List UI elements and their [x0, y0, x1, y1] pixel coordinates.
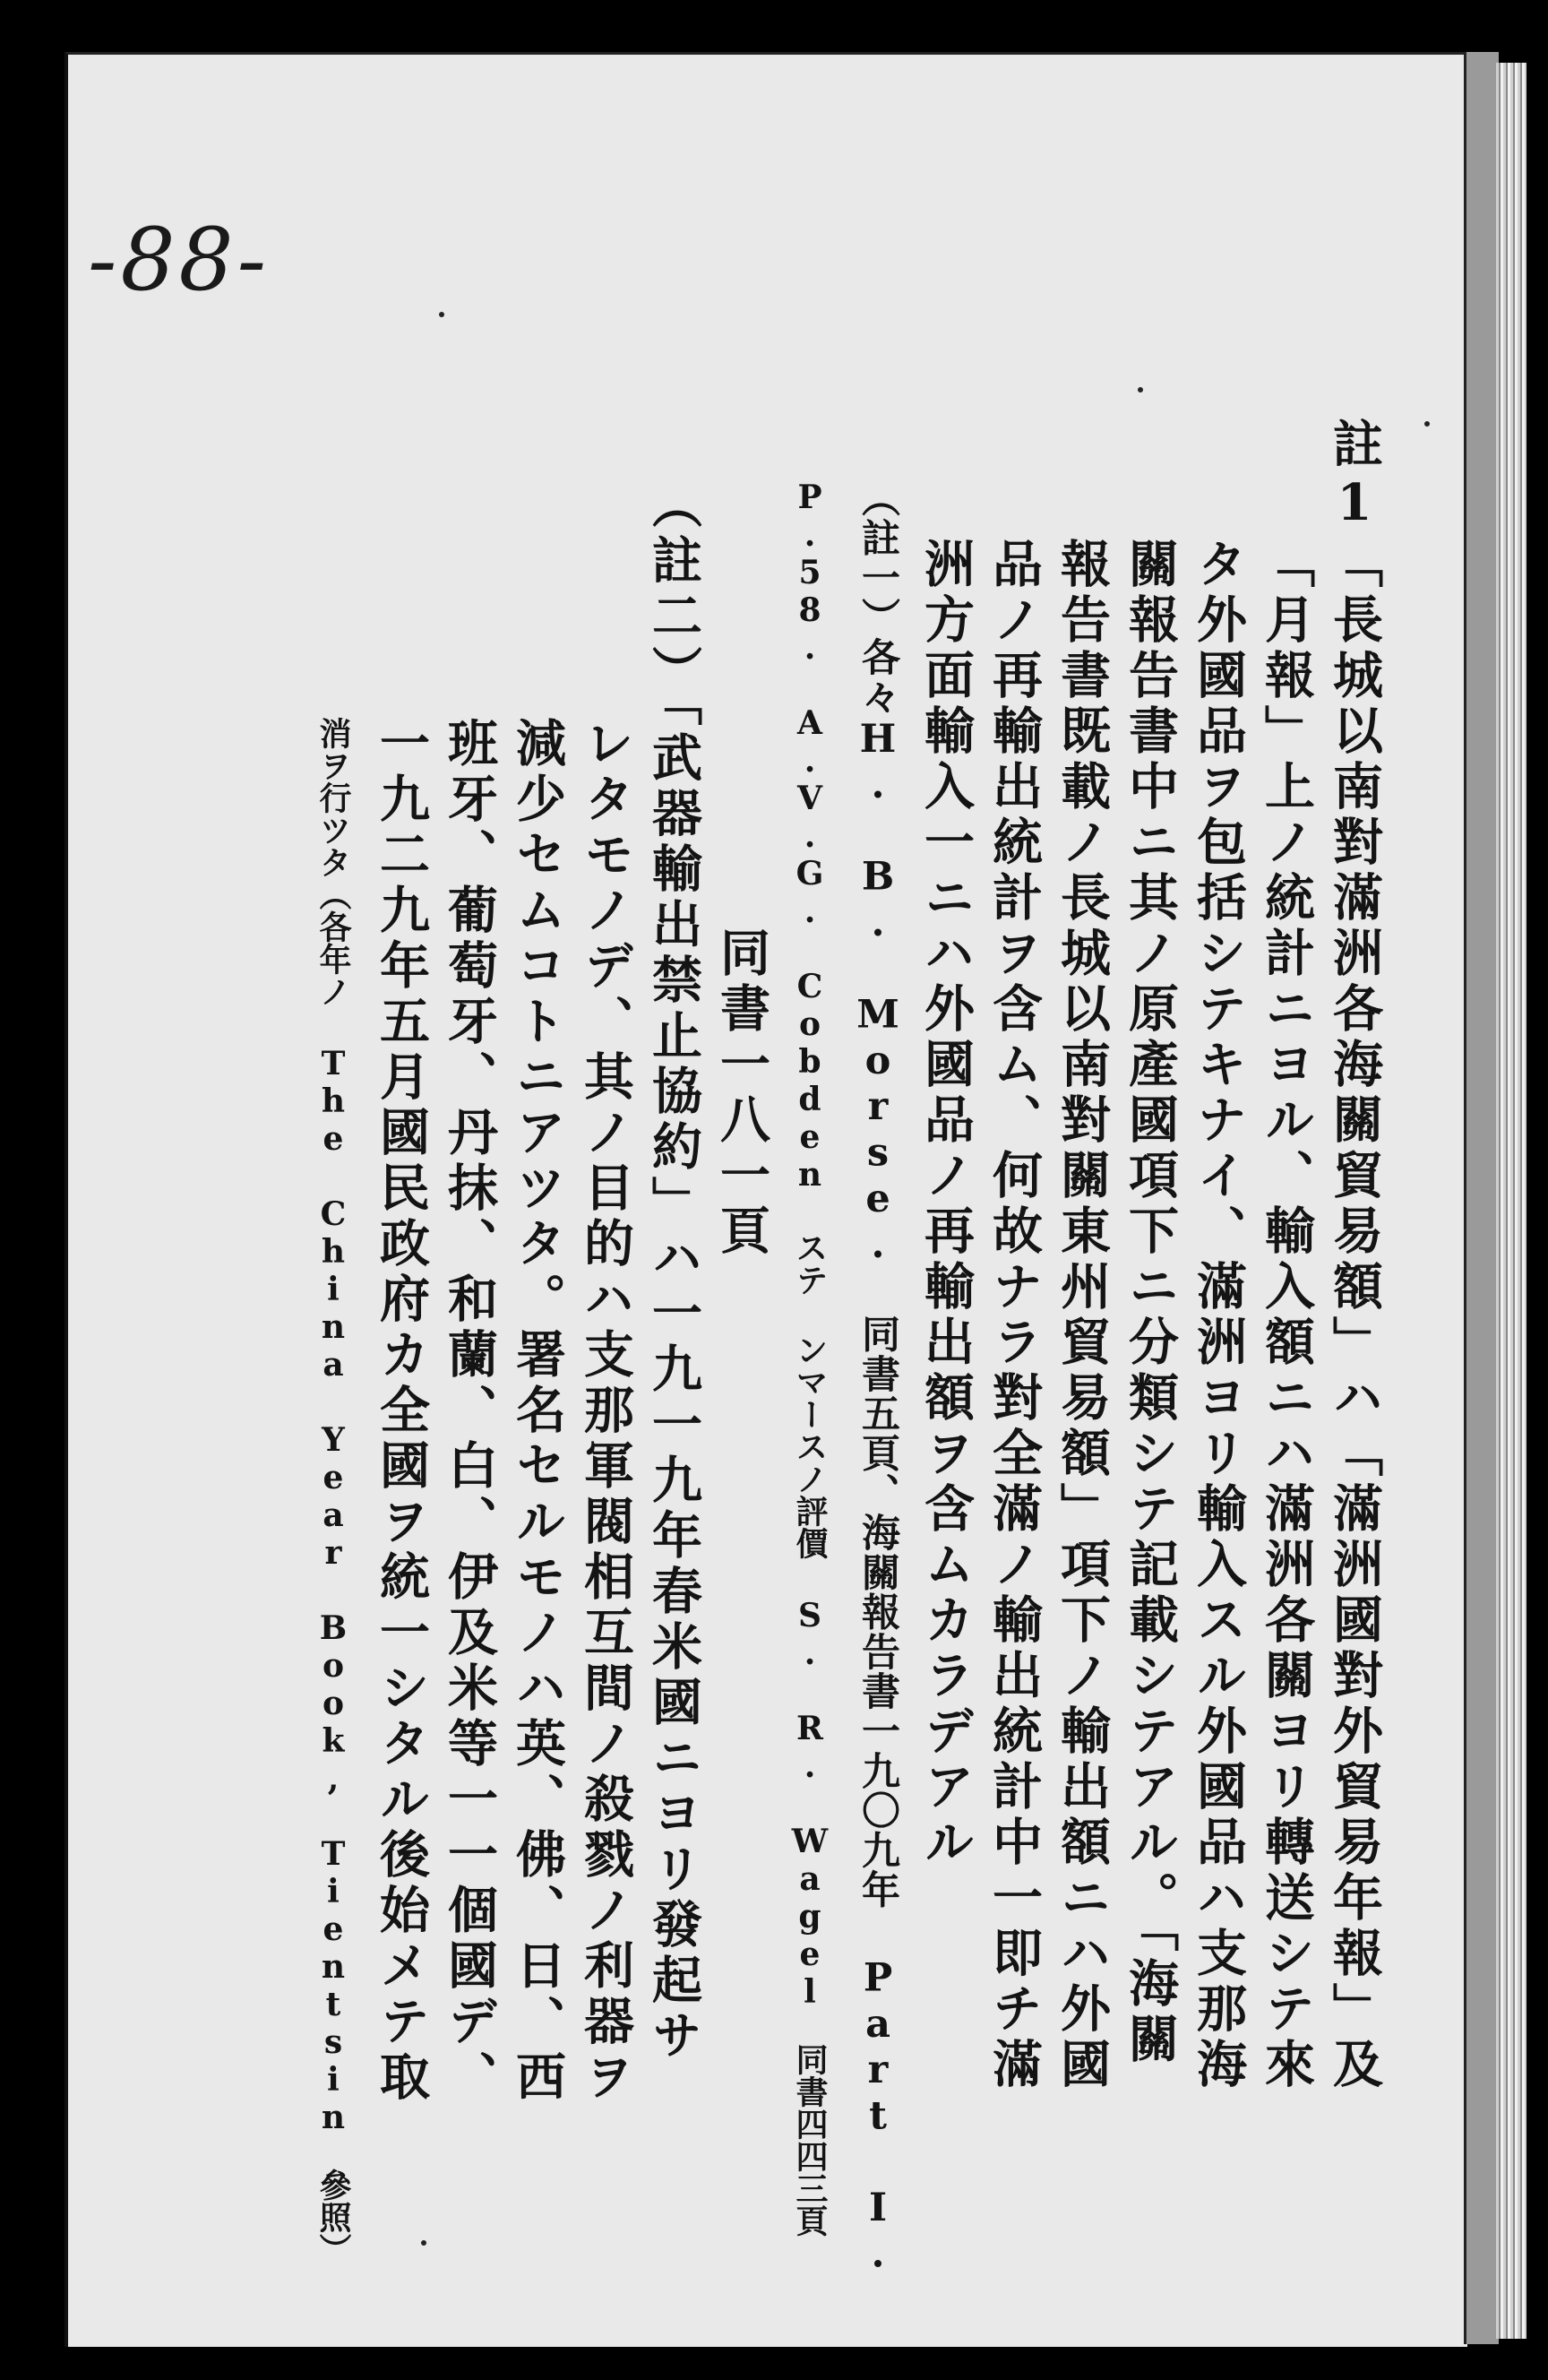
text-column: （註一）各々H. B. Morse. 同書五頁、海關報告書一九〇九年 Part I.	[856, 479, 900, 2278]
text-column: 註1「長城以南對滿洲各海關貿易額」ハ「滿洲國對外貿易年報」及	[1325, 418, 1384, 2093]
page-gutter	[1464, 52, 1499, 2344]
text-column: 品ノ再輸出統計ヲ含ム、何故ナラ對全滿ノ輸出統計中一即チ滿	[985, 538, 1044, 2093]
text-column: 減少セムコトニアツタ。署名セルモノハ英、佛、日、西	[508, 717, 567, 2106]
scan-speck	[421, 2240, 426, 2246]
text-column: （註二）「武器輸出禁止協約」ハ一九一九年春米國ニヨリ發起サ	[644, 479, 703, 2065]
text-column: 同書一八一頁	[712, 927, 771, 1260]
text-column: 「月報」上ノ統計ニヨル、輸入額ニハ滿洲各關ヨリ轉送シテ來	[1257, 538, 1316, 2093]
text-column: 一九二九年五月國民政府カ全國ヲ統一シタル後始メテ取	[372, 717, 431, 2106]
scan-speck	[439, 312, 444, 317]
text-column: レタモノデ、其ノ目的ハ支那軍閥相互間ノ殺戮ノ利器ヲ	[576, 717, 635, 2106]
text-column: P.58. A.V.G. Cobden ステ ンマースノ評價 S. R. Wagel 同書四四三頁	[791, 479, 829, 2237]
text-column: 班牙、葡萄牙、丹抹、和蘭、白、伊及米等一一個國デ、	[440, 717, 499, 2106]
text-column: タ外國品ヲ包括シテキナイ、滿洲ヨリ輸入スル外國品ハ支那海	[1189, 538, 1248, 2093]
text-column: 洲方面輸入一ニハ外國品ノ再輸出額ヲ含ムカラデアル	[916, 538, 976, 1871]
scan-speck	[1424, 421, 1430, 427]
scan-speck	[1138, 387, 1143, 392]
text-column: 關報告書中ニ其ノ原產國項下ニ分類シテ記載シテアル。「海關	[1121, 538, 1180, 2068]
page-number: -88-	[88, 210, 271, 310]
text-column: 報告書既載ノ長城以南對關東州貿易額」項下ノ輸出額ニハ外國	[1053, 538, 1112, 2093]
text-column: 消ヲ行ツタ（各年ノ The China Year Book, Tientsin 參照）	[314, 717, 352, 2265]
book-edge	[1496, 63, 1526, 2339]
